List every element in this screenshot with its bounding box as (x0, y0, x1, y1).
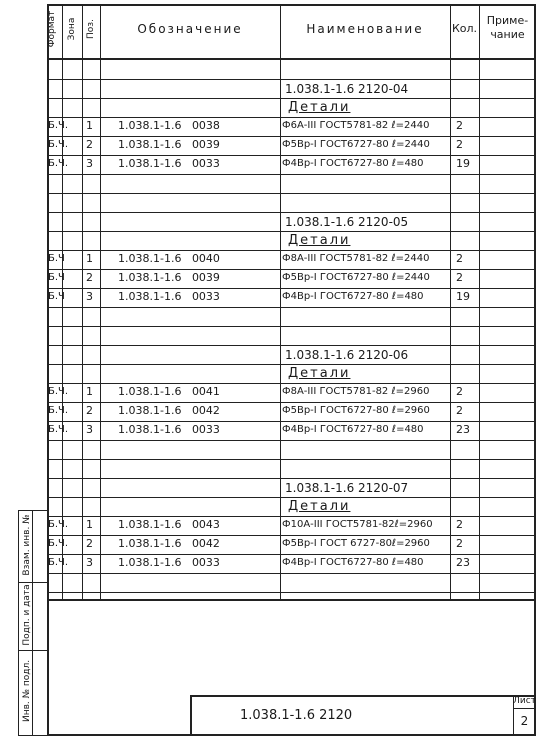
row-line (47, 193, 536, 194)
row-name: Ф8А-III ГОСТ5781-82 ℓ=2960 (282, 386, 430, 397)
row-name: Ф6А-III ГОСТ5781-82 ℓ=2440 (282, 120, 430, 131)
row-name: Ф5Вр-I ГОСТ6727-80 ℓ=2440 (282, 139, 430, 150)
row-name: Ф8А-III ГОСТ5781-82 ℓ=2440 (282, 253, 430, 264)
row-format: Б.Ч. (48, 424, 69, 435)
col-line-zone (82, 4, 83, 599)
row-pos: 2 (86, 271, 93, 284)
row-pos: 2 (86, 404, 93, 417)
group-title: Детали (288, 499, 351, 514)
row-designation: 1.038.1-1.6 0040 (118, 252, 220, 265)
row-line (47, 440, 536, 441)
col-line-name (450, 4, 451, 599)
row-name: Ф4Вр-I ГОСТ6727-80 ℓ=480 (282, 557, 424, 568)
row-qty: 2 (456, 404, 463, 417)
row-designation: 1.038.1-1.6 0043 (118, 518, 220, 531)
row-line (47, 326, 536, 327)
row-format: Б.Ч. (48, 120, 69, 131)
row-pos: 3 (86, 157, 93, 170)
row-designation: 1.038.1-1.6 0042 (118, 537, 220, 550)
row-qty: 2 (456, 119, 463, 132)
row-line (47, 459, 536, 460)
row-qty: 2 (456, 537, 463, 550)
row-name: Ф4Вр-I ГОСТ6727-80 ℓ=480 (282, 424, 424, 435)
row-designation: 1.038.1-1.6 0042 (118, 404, 220, 417)
col-line-qty (479, 4, 480, 599)
row-line (47, 307, 536, 308)
row-designation: 1.038.1-1.6 0039 (118, 271, 220, 284)
row-designation: 1.038.1-1.6 0033 (118, 423, 220, 436)
row-format: Б.Ч. (48, 557, 69, 568)
row-name: Ф5Вр-I ГОСТ6727-80 ℓ=2960 (282, 405, 430, 416)
row-pos: 1 (86, 252, 93, 265)
assembly-title: 1.038.1-1.6 2120-06 (285, 348, 409, 362)
row-name: Ф4Вр-I ГОСТ6727-80 ℓ=480 (282, 158, 424, 169)
row-qty: 19 (456, 290, 470, 303)
side-label-podp-data: Подп. и дата (22, 584, 32, 646)
row-qty: 23 (456, 423, 470, 436)
row-designation: 1.038.1-1.6 0041 (118, 385, 220, 398)
row-designation: 1.038.1-1.6 0038 (118, 119, 220, 132)
header-format: Формат (47, 10, 57, 48)
stamp-sheet-label: Лист (513, 696, 536, 706)
row-qty: 2 (456, 271, 463, 284)
header-designation: Обозначение (137, 22, 243, 36)
header-bottom-line (47, 58, 536, 60)
row-format: Б.Ч. (48, 519, 69, 530)
row-pos: 2 (86, 138, 93, 151)
side-mid-line (32, 510, 33, 736)
row-name: Ф10А-III ГОСТ5781-82ℓ=2960 (282, 519, 433, 530)
row-format: Б.Ч (48, 272, 65, 283)
row-pos: 1 (86, 385, 93, 398)
row-format: Б.Ч. (48, 538, 69, 549)
header-name: Наименование (306, 22, 424, 36)
col-line-designation (280, 4, 281, 599)
row-name: Ф4Вр-I ГОСТ6727-80 ℓ=480 (282, 291, 424, 302)
table-bottom-line (47, 599, 536, 601)
row-qty: 2 (456, 252, 463, 265)
group-title: Детали (288, 366, 351, 381)
header-note: Приме- чание (486, 14, 529, 41)
row-pos: 2 (86, 537, 93, 550)
group-title: Детали (288, 100, 351, 115)
row-pos: 3 (86, 423, 93, 436)
col-line-pos (100, 4, 101, 599)
row-format: Б.Ч. (48, 405, 69, 416)
row-qty: 2 (456, 138, 463, 151)
group-title: Детали (288, 233, 351, 248)
header-pos: Поз. (86, 19, 96, 39)
row-pos: 1 (86, 518, 93, 531)
side-label-inv-podl: Инв. № подл. (22, 659, 32, 722)
row-qty: 2 (456, 385, 463, 398)
header-qty: Кол. (451, 22, 478, 35)
header-zone: Зона (67, 17, 77, 41)
row-name: Ф5Вр-I ГОСТ 6727-80ℓ=2960 (282, 538, 430, 549)
row-qty: 19 (456, 157, 470, 170)
row-pos: 3 (86, 290, 93, 303)
row-qty: 23 (456, 556, 470, 569)
row-format: Б.Ч. (48, 139, 69, 150)
row-pos: 1 (86, 119, 93, 132)
assembly-title: 1.038.1-1.6 2120-05 (285, 215, 409, 229)
stamp-sheet-number: 2 (520, 714, 529, 728)
row-qty: 2 (456, 518, 463, 531)
row-format: Б.Ч (48, 253, 65, 264)
row-designation: 1.038.1-1.6 0039 (118, 138, 220, 151)
row-designation: 1.038.1-1.6 0033 (118, 157, 220, 170)
assembly-title: 1.038.1-1.6 2120-04 (285, 82, 409, 96)
row-format: Б.Ч (48, 291, 65, 302)
row-line (47, 174, 536, 175)
row-designation: 1.038.1-1.6 0033 (118, 556, 220, 569)
row-name: Ф5Вр-I ГОСТ6727-80 ℓ=2440 (282, 272, 430, 283)
stamp-code: 1.038.1-1.6 2120 (240, 708, 353, 723)
row-designation: 1.038.1-1.6 0033 (118, 290, 220, 303)
assembly-title: 1.038.1-1.6 2120-07 (285, 481, 409, 495)
row-line (47, 592, 536, 593)
row-format: Б.Ч. (48, 386, 69, 397)
row-format: Б.Ч. (48, 158, 69, 169)
row-line (47, 573, 536, 574)
row-pos: 3 (86, 556, 93, 569)
side-label-vzam-inv: Взам. инв. № (22, 514, 32, 576)
